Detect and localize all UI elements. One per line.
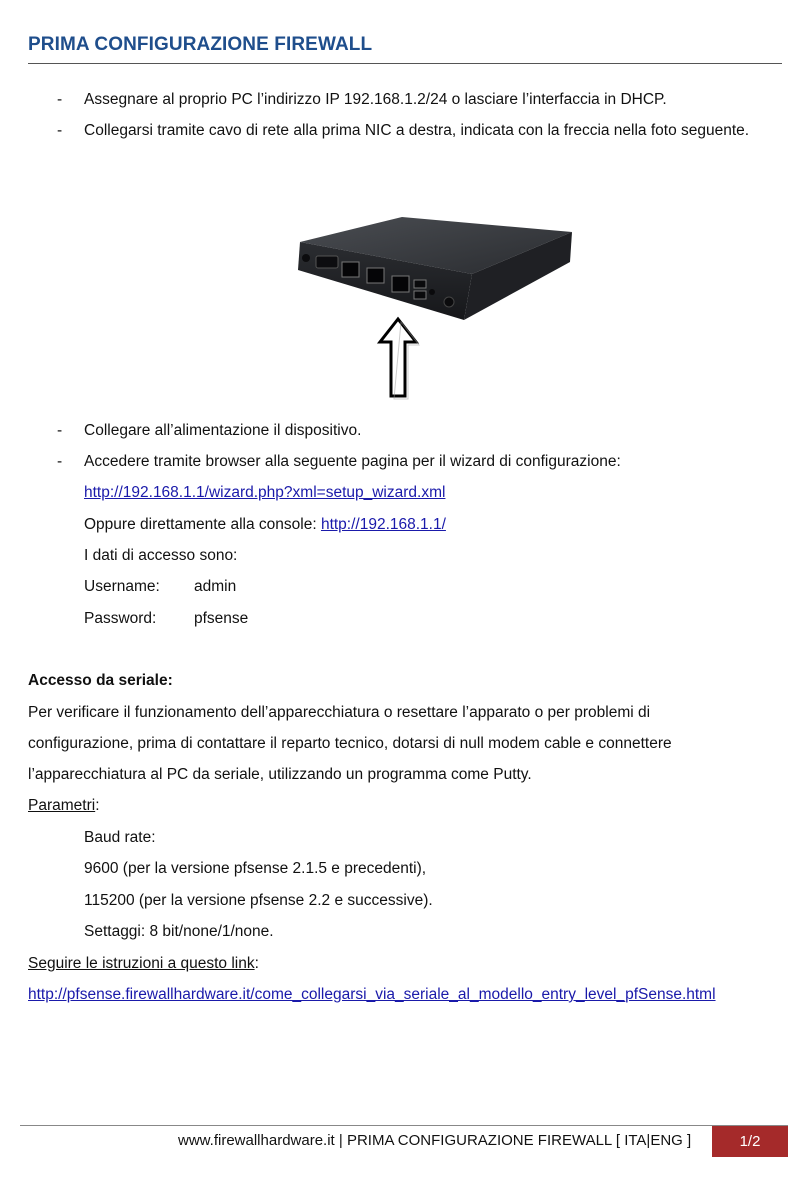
step-open-browser: Accedere tramite browser alla seguente pagina per il wizard di configurazione: bbox=[84, 453, 621, 470]
console-prefix: Oppure direttamente alla console: bbox=[84, 516, 321, 533]
step-power-device: Collegare all’alimentazione il dispositivo. bbox=[84, 422, 362, 439]
instructions-heading bbox=[28, 955, 259, 973]
instructions-label: Seguire le istruzioni a questo link bbox=[28, 955, 255, 972]
param-115200: 115200 (per la versione pfsense 2.2 e successive). bbox=[84, 892, 433, 909]
serial-paragraph-line: Per verificare il funzionamento dell’apparecchiatura o resettare l’apparato o per problemi di bbox=[28, 704, 651, 721]
page-title: PRIMA CONFIGURAZIONE FIREWALL bbox=[28, 34, 373, 55]
title-divider bbox=[28, 63, 782, 64]
params-label: Parametri bbox=[28, 797, 96, 814]
params-colon: : bbox=[95, 797, 100, 814]
param-baud-rate: Baud rate: bbox=[84, 829, 156, 846]
arrow-up-icon bbox=[376, 316, 420, 400]
footer-text: www.firewallhardware.it | PRIMA CONFIGURAZIONE FIREWALL [ ITA|ENG ] bbox=[178, 1132, 692, 1149]
bullet-dash: - bbox=[57, 422, 63, 439]
console-link[interactable]: http://192.168.1.1/ bbox=[320, 516, 446, 533]
step-assign-ip: Assegnare al proprio PC l’indirizzo IP 192.168.1.2/24 o lasciare l’interfaccia in DHCP. bbox=[84, 91, 667, 108]
step-connect-cable: Collegarsi tramite cavo di rete alla prima NIC a destra, indicata con la freccia nella foto seguente. bbox=[84, 122, 750, 139]
instructions-link[interactable]: http://pfsense.firewallhardware.it/come_collegarsi_via_seriale_al_modello_entry_level_pfSense.html bbox=[28, 986, 716, 1003]
wizard-link[interactable]: http://192.168.1.1/wizard.php?xml=setup_wizard.xml bbox=[84, 484, 446, 501]
instructions-colon: : bbox=[254, 955, 259, 972]
username-row bbox=[84, 578, 236, 596]
password-value: pfsense bbox=[194, 610, 249, 627]
footer-divider bbox=[20, 1125, 788, 1126]
serial-paragraph-line: l’apparecchiatura al PC da seriale, utilizzando un programma come Putty. bbox=[28, 766, 532, 783]
username-value: admin bbox=[194, 578, 237, 595]
bullet-dash: - bbox=[57, 453, 63, 470]
password-row bbox=[84, 610, 248, 628]
param-settings: Settaggi: 8 bit/none/1/none. bbox=[84, 923, 274, 940]
param-9600: 9600 (per la versione pfsense 2.1.5 e precedenti), bbox=[84, 860, 427, 877]
page-number-badge: 1/2 bbox=[712, 1126, 788, 1157]
password-label: Password: bbox=[84, 610, 157, 627]
access-intro: I dati di accesso sono: bbox=[84, 547, 238, 564]
firewall-device-image bbox=[292, 212, 577, 332]
username-label: Username: bbox=[84, 578, 160, 595]
params-heading bbox=[28, 797, 100, 815]
serial-paragraph-line: configurazione, prima di contattare il reparto tecnico, dotarsi di null modem cable e connettere bbox=[28, 735, 672, 752]
console-line bbox=[84, 516, 446, 534]
serial-heading: Accesso da seriale: bbox=[28, 672, 173, 689]
bullet-dash: - bbox=[57, 122, 63, 139]
bullet-dash: - bbox=[57, 91, 63, 108]
